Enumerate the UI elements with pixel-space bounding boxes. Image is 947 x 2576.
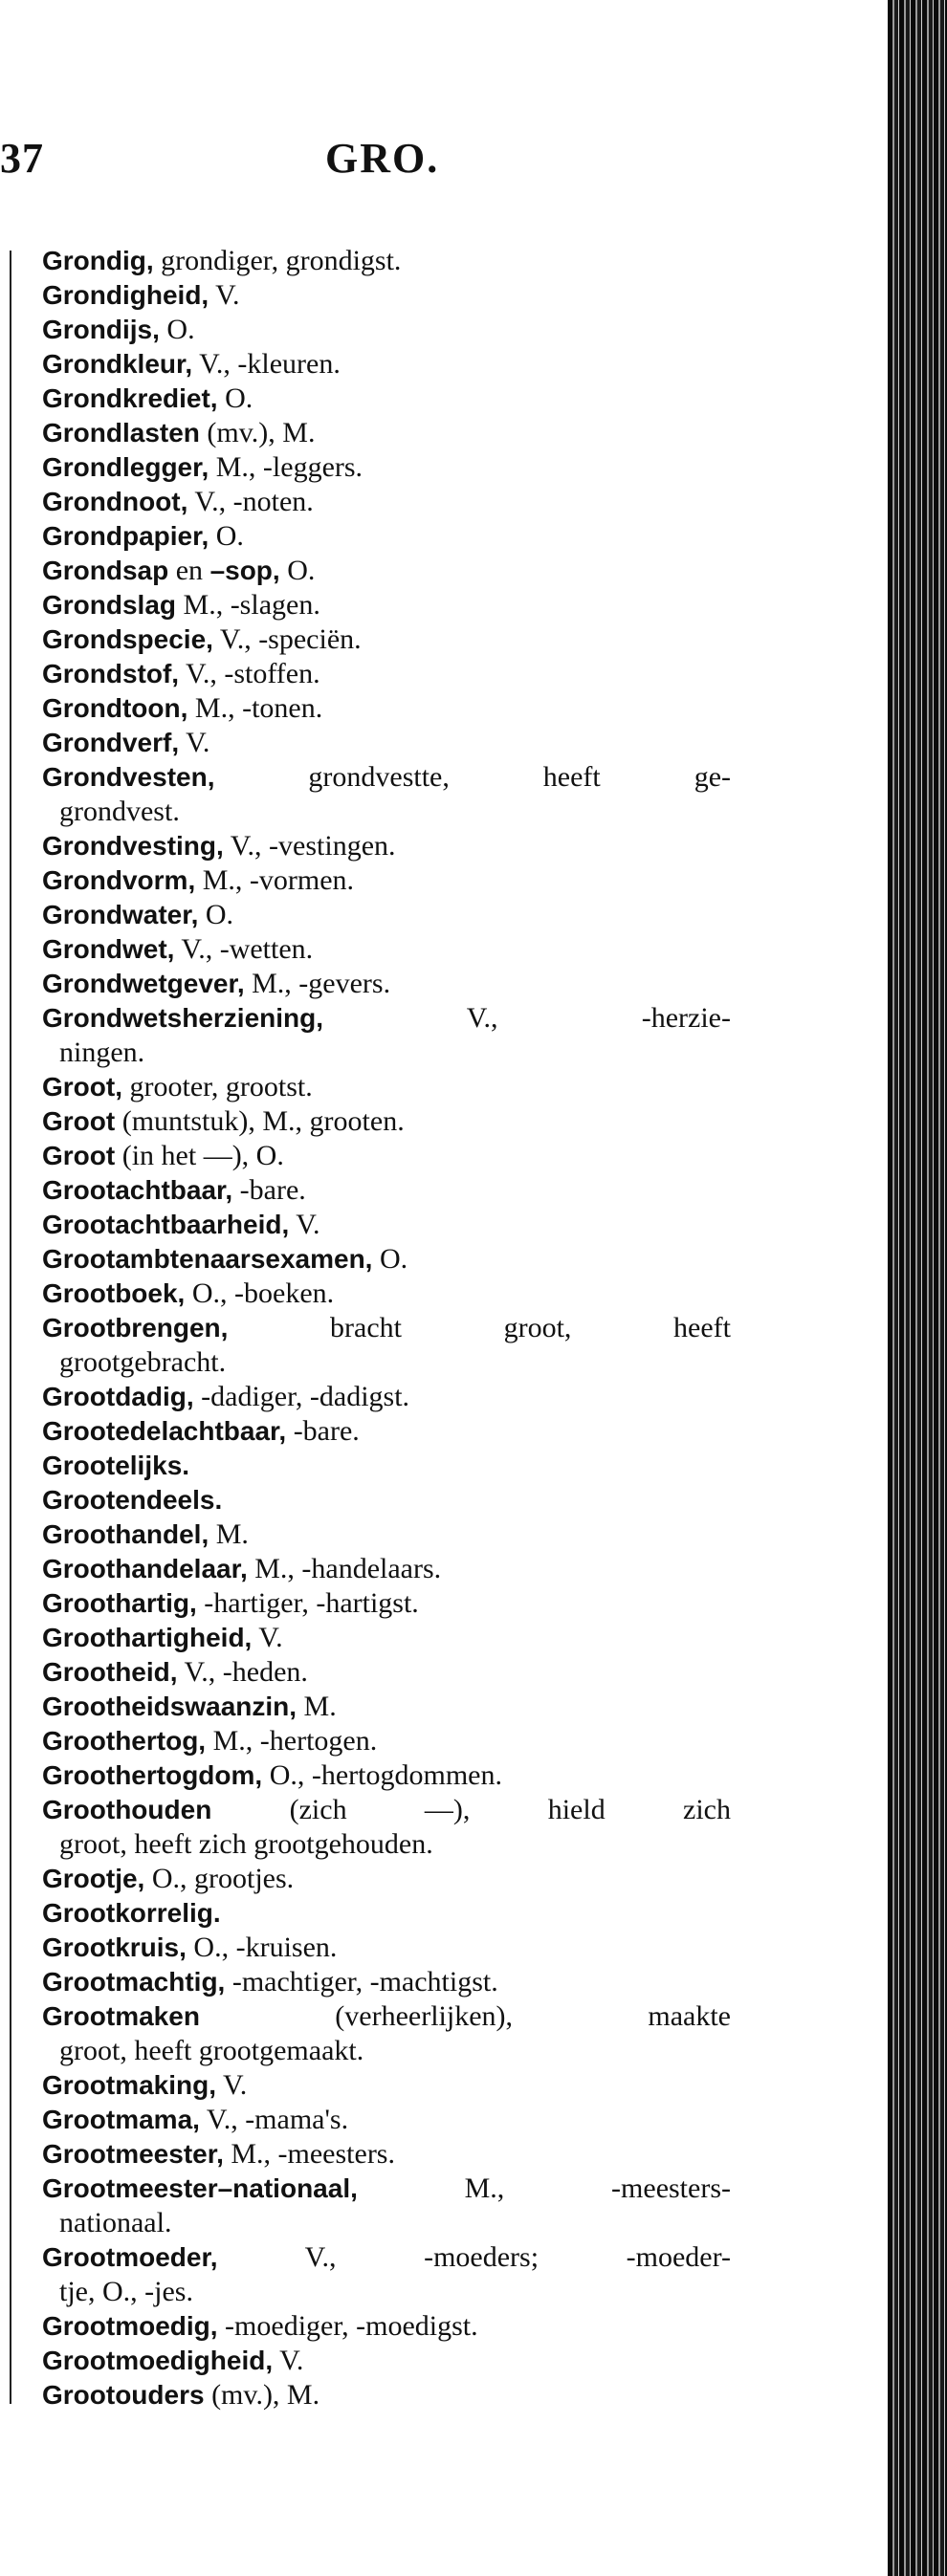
entry-headword: Grondwet, <box>42 934 175 964</box>
dictionary-entry <box>42 1001 731 1070</box>
dictionary-entry <box>42 1380 731 1414</box>
dictionary-entry <box>42 760 731 829</box>
entry-text: M., -vormen. <box>195 864 355 896</box>
entry-text: O., -kruisen. <box>186 1932 338 1963</box>
entry-text: grooter, grootst. <box>122 1071 313 1102</box>
dictionary-entry <box>42 519 731 554</box>
entry-text: M., -slagen. <box>176 589 320 621</box>
entry-text: M., -tonen. <box>187 692 323 724</box>
dictionary-entry <box>42 1552 731 1586</box>
dictionary-entry <box>42 313 731 347</box>
entry-text: M., -hertogen. <box>206 1725 378 1757</box>
entry-headword: Grondig, <box>42 246 154 275</box>
entry-headword: Grondpapier, <box>42 521 209 551</box>
dictionary-entry <box>42 1586 731 1621</box>
entry-headword-variant: –sop, <box>209 556 280 585</box>
dictionary-entry <box>42 2103 731 2137</box>
entry-text: -bare. <box>232 1174 306 1206</box>
entry-text: en <box>168 555 210 586</box>
entry-text: V., -kleuren. <box>192 348 341 380</box>
page-header <box>0 134 947 191</box>
entry-text: V., -heden. <box>177 1656 308 1688</box>
entry-text: V. <box>273 2345 304 2376</box>
entry-text: bracht groot, heeft <box>228 1312 731 1343</box>
entry-headword: Grootmeester, <box>42 2139 224 2169</box>
entry-text: O., grootjes. <box>144 1863 295 1894</box>
dictionary-entry <box>42 1896 731 1931</box>
dictionary-entry <box>42 1517 731 1552</box>
entry-headword: Grootkorrelig. <box>42 1898 221 1928</box>
entry-text: V., -moeders; -moeder- <box>217 2241 731 2273</box>
entry-headword: Grootmoedig, <box>42 2311 218 2341</box>
entry-headword: Groothartig, <box>42 1588 197 1618</box>
entry-text: O. <box>198 899 234 930</box>
dictionary-entry <box>42 1931 731 1965</box>
dictionary-entry <box>42 2172 731 2240</box>
entry-text: (muntstuk), M., grooten. <box>115 1105 405 1137</box>
entry-text: V., -mama's. <box>199 2104 349 2135</box>
dictionary-entry <box>42 2378 731 2412</box>
entry-headword: Grondkrediet, <box>42 383 218 413</box>
entry-text: O. <box>159 314 195 345</box>
entry-text: V., -wetten. <box>174 933 314 965</box>
dictionary-entry <box>42 1621 731 1655</box>
dictionary-entry <box>42 1999 731 2068</box>
entry-text: M., -handelaars. <box>247 1553 442 1584</box>
dictionary-entry <box>42 622 731 657</box>
entry-headword: Grondwetgever, <box>42 969 245 998</box>
entry-text: M., -meesters- <box>357 2172 731 2204</box>
dictionary-entry <box>42 1793 731 1862</box>
dictionary-entry <box>42 967 731 1001</box>
page-number: 37 <box>0 135 44 182</box>
dictionary-entry <box>42 691 731 726</box>
entry-text-continued: O. <box>279 555 316 586</box>
dictionary-entry <box>42 416 731 450</box>
dictionary-entry <box>42 1862 731 1896</box>
entry-text: O. <box>217 382 253 414</box>
entry-headword: Grondijs, <box>42 315 160 344</box>
running-head: GRO. <box>325 135 440 182</box>
dictionary-entry <box>42 1724 731 1758</box>
dictionary-entry <box>42 347 731 382</box>
entry-headword: Grondlegger, <box>42 452 209 482</box>
dictionary-entry <box>42 1483 731 1517</box>
entry-continuation: grondvest. <box>59 796 180 827</box>
dictionary-entry <box>42 1242 731 1277</box>
entry-headword: Grootachtbaarheid, <box>42 1210 290 1239</box>
entry-text: V. <box>209 279 240 311</box>
entry-text: V. <box>252 1622 283 1653</box>
entry-text: -machtiger, -machtigst. <box>225 1966 498 1997</box>
dictionary-entry <box>42 829 731 863</box>
dictionary-entry <box>42 2309 731 2344</box>
dictionary-entry <box>42 1208 731 1242</box>
entry-headword: Grondslag <box>42 590 177 620</box>
entry-headword: Grootmaking, <box>42 2070 217 2100</box>
dictionary-entry <box>42 588 731 622</box>
entry-headword: Groot, <box>42 1072 122 1102</box>
entry-text: V., -stoffen. <box>179 658 320 689</box>
entry-headword: Grondwetsherziening, <box>42 1003 324 1033</box>
entry-headword: Groothertog, <box>42 1726 207 1756</box>
entry-text: (verheerlijken), maakte <box>199 2000 731 2032</box>
entry-headword: Grootmaken <box>42 2001 200 2031</box>
dictionary-entry <box>42 554 731 588</box>
dictionary-entry-list <box>42 244 731 2412</box>
entry-text: V. <box>179 727 210 758</box>
entry-text: M. <box>209 1518 249 1550</box>
entry-text: grondiger, grondigst. <box>153 245 402 276</box>
dictionary-entry <box>42 1449 731 1483</box>
dictionary-entry <box>42 1414 731 1449</box>
entry-text: V. <box>289 1209 320 1240</box>
entry-headword: Groothandel, <box>42 1519 209 1549</box>
entry-continuation: nationaal. <box>59 2207 172 2238</box>
entry-text: V., -speciën. <box>212 623 362 655</box>
dictionary-entry <box>42 898 731 932</box>
entry-continuation: tje, O., -jes. <box>59 2276 193 2307</box>
entry-text: M., -leggers. <box>209 451 363 483</box>
entry-headword: Groothouden <box>42 1795 212 1824</box>
dictionary-entry <box>42 1965 731 1999</box>
entry-headword: Grootheidswaanzin, <box>42 1692 297 1721</box>
entry-text: -bare. <box>286 1415 360 1447</box>
entry-headword: Grootmachtig, <box>42 1967 226 1997</box>
entry-headword: Grondtoon, <box>42 693 188 723</box>
entry-text: V. <box>216 2069 248 2101</box>
entry-headword: Grootelijks. <box>42 1451 190 1480</box>
entry-text: O., -hertogdommen. <box>262 1759 502 1791</box>
entry-text: (mv.), M. <box>199 417 316 448</box>
dictionary-entry <box>42 1690 731 1724</box>
entry-headword: Grootendeels. <box>42 1485 223 1515</box>
entry-headword: Grootedelachtbaar, <box>42 1416 287 1446</box>
entry-headword: Grootmoedigheid, <box>42 2346 274 2375</box>
dictionary-entry <box>42 1173 731 1208</box>
binding-edge <box>888 0 947 2576</box>
entry-headword: Groothertogdom, <box>42 1760 263 1790</box>
entry-text: (zich —), hield zich <box>211 1794 731 1825</box>
entry-headword: Grondverf, <box>42 728 180 757</box>
entry-headword: Grootbrengen, <box>42 1313 229 1343</box>
entry-continuation: ningen. <box>59 1037 145 1068</box>
entry-headword: Grootdadig, <box>42 1382 194 1411</box>
dictionary-entry <box>42 1277 731 1311</box>
entry-text: (mv.), M. <box>204 2379 320 2411</box>
entry-text: -moediger, -moedigst. <box>217 2310 478 2342</box>
entry-headword: Grondstof, <box>42 659 180 688</box>
dictionary-entry <box>42 485 731 519</box>
entry-continuation: grootgebracht. <box>59 1346 227 1378</box>
entry-headword: Grootkruis, <box>42 1932 187 1962</box>
entry-text: M., -meesters. <box>223 2138 395 2170</box>
entry-text: -hartiger, -hartigst. <box>196 1587 419 1619</box>
entry-headword: Grootmama, <box>42 2105 200 2134</box>
dictionary-entry <box>42 932 731 967</box>
entry-headword: Grondigheid, <box>42 280 209 310</box>
entry-headword: Grootambtenaarsexamen, <box>42 1244 373 1274</box>
entry-headword: Grootje, <box>42 1864 145 1893</box>
entry-text: (in het —), O. <box>115 1140 284 1171</box>
entry-headword: Grondnoot, <box>42 487 188 516</box>
entry-headword: Grootmeester–nationaal, <box>42 2173 358 2203</box>
entry-text: V., -noten. <box>187 486 314 517</box>
entry-headword: Grondwater, <box>42 900 199 929</box>
dictionary-entry <box>42 2344 731 2378</box>
entry-text: V., -vestingen. <box>223 830 396 862</box>
dictionary-entry <box>42 726 731 760</box>
entry-text: O. <box>209 520 244 552</box>
entry-continuation: groot, heeft grootgemaakt. <box>59 2035 364 2066</box>
dictionary-entry <box>42 2137 731 2172</box>
dictionary-entry <box>42 1311 731 1380</box>
entry-text: grondvestte, heeft ge- <box>214 761 731 793</box>
dictionary-entry <box>42 244 731 278</box>
entry-headword: Grondvesting, <box>42 831 224 861</box>
entry-headword: Groot <box>42 1141 116 1170</box>
entry-headword: Grootouders <box>42 2380 205 2410</box>
dictionary-entry <box>42 278 731 313</box>
entry-headword: Groot <box>42 1106 116 1136</box>
entry-text: O. <box>372 1243 408 1275</box>
dictionary-entry <box>42 1655 731 1690</box>
dictionary-entry <box>42 1070 731 1104</box>
entry-text: V., -herzie- <box>323 1002 731 1034</box>
entry-headword: Grondvorm, <box>42 865 196 895</box>
margin-rule <box>10 251 11 2404</box>
dictionary-entry <box>42 382 731 416</box>
dictionary-entry <box>42 863 731 898</box>
dictionary-entry <box>42 2068 731 2103</box>
entry-text: -dadiger, -dadigst. <box>193 1381 410 1412</box>
entry-continuation: groot, heeft zich grootgehouden. <box>59 1828 433 1860</box>
dictionary-entry <box>42 1104 731 1139</box>
entry-text: M., -gevers. <box>244 968 391 999</box>
entry-text: M. <box>297 1691 337 1722</box>
dictionary-entry <box>42 1758 731 1793</box>
entry-headword: Grootmoeder, <box>42 2242 218 2272</box>
entry-headword: Grondspecie, <box>42 624 213 654</box>
entry-headword: Grootboek, <box>42 1278 186 1308</box>
entry-text: O., -boeken. <box>185 1277 335 1309</box>
entry-headword: Groothartigheid, <box>42 1623 253 1652</box>
entry-headword: Groothandelaar, <box>42 1554 248 1583</box>
entry-headword: Grootachtbaar, <box>42 1175 233 1205</box>
entry-headword: Grondkleur, <box>42 349 193 379</box>
dictionary-entry <box>42 657 731 691</box>
entry-headword: Grondlasten <box>42 418 200 448</box>
entry-headword: Grondvesten, <box>42 762 215 792</box>
dictionary-entry <box>42 2240 731 2309</box>
entry-headword: Grootheid, <box>42 1657 178 1687</box>
dictionary-entry <box>42 450 731 485</box>
entry-headword: Grondsap <box>42 556 169 585</box>
dictionary-entry <box>42 1139 731 1173</box>
